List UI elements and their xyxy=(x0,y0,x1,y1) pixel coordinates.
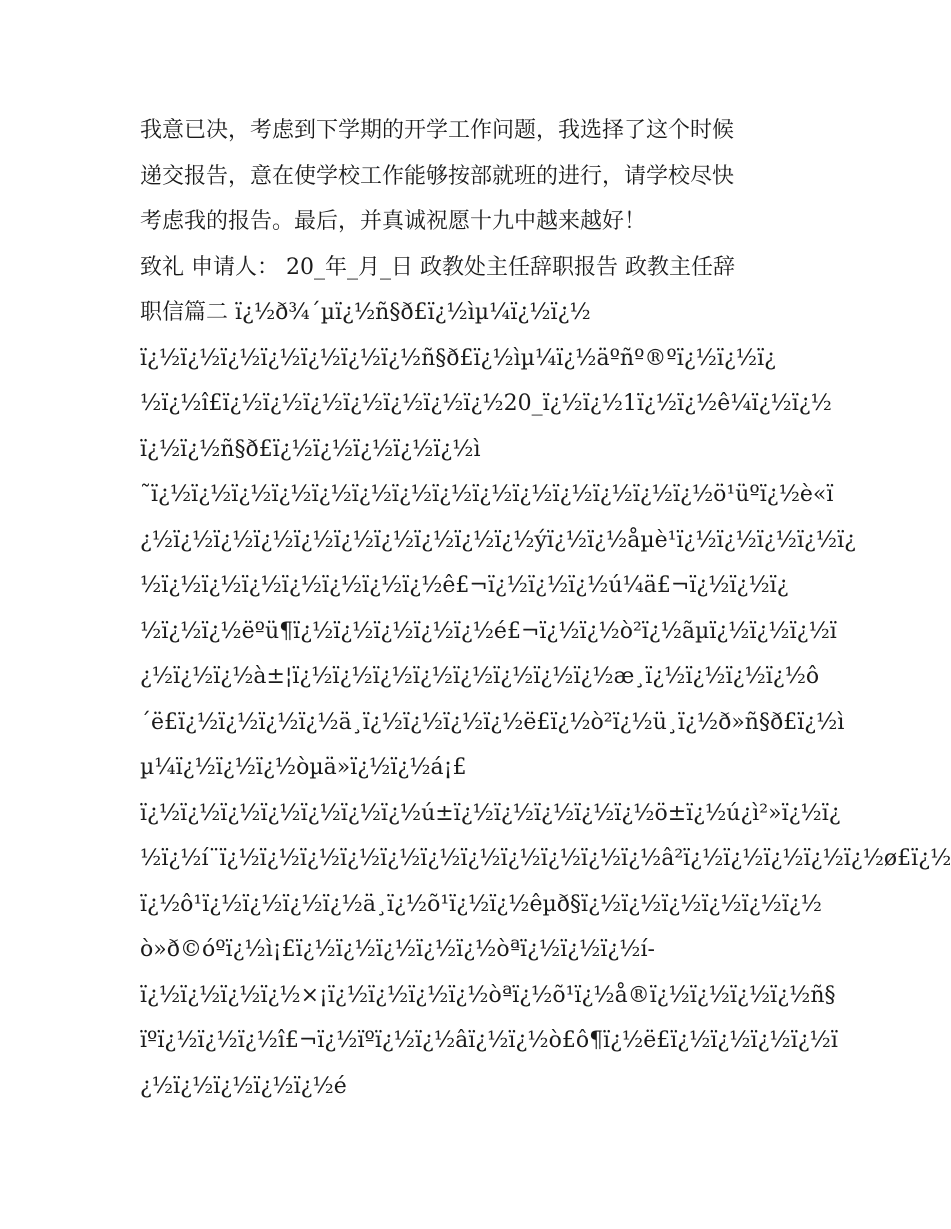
text-line: 致礼 申请人： 20_年_月_日 政教处主任辞职报告 政教主任辞 xyxy=(140,254,735,280)
text-line: 考虑我的报告。最后，并真诚祝愿十九中越来越好！ xyxy=(140,209,647,234)
text-line: ˜ï¿½ï¿½ï¿½ï¿½ï¿½ï¿½ï¿½ï¿½ï¿½ï¿½ï¿½ï¿½ï¿½ï¿½ö¹üºï¿½è«ï xyxy=(140,482,834,507)
text-line: ï¿½ï¿½ï¿½ï¿½ï¿½ï¿½ï¿½ñ§ð£ï¿½ìµ¼ï¿½äºñº®ºï¿½ï¿½ï¿ xyxy=(140,345,776,371)
text-line: ï¿½ï¿½ï¿½ï¿½×¡ï¿½ï¿½ï¿½ï¿½òªï¿½õ¹ï¿½å®ï¿½ï¿½ï¿½ï¿½ñ§ xyxy=(140,982,836,1008)
text-line: ï¿½ô¹ï¿½ï¿½ï¿½ï¿½ä¸ï¿½õ¹ï¿½ï¿½êµð§ï¿½ï¿½ï¿½ï¿½ï¿½ï¿½ xyxy=(140,891,822,917)
text-line: ½ï¿½ï¿½ï¿½ï¿½ï¿½ï¿½ï¿½ê£¬ï¿½ï¿½ï¿½ú¼ä£¬ï¿½ï¿½ï¿ xyxy=(140,573,789,598)
text-line: ½ï¿½í¨ï¿½ï¿½ï¿½ï¿½ï¿½ï¿½ï¿½ï¿½ï¿½ï¿½ï¿½â²ï¿½ï¿½ï¿½ï¿½ï¿½ø£ï¿½ xyxy=(140,846,951,871)
text-line: ¿½ï¿½ï¿½à±¦ï¿½ï¿½ï¿½ï¿½ï¿½ï¿½ï¿½ï¿½æ¸ï¿½ï¿½ï¿½ï¿½ô xyxy=(140,664,820,689)
text-line: ½ï¿½î£ï¿½ï¿½ï¿½ï¿½ï¿½ï¿½ï¿½20_ï¿½ï¿½1ï¿½ï¿½ê¼ï¿½ï¿½ xyxy=(140,391,832,416)
text-line: 我意已决，考虑到下学期的开学工作问题，我选择了这个时候 xyxy=(140,118,735,143)
text-line: ï¿½ï¿½ï¿½ï¿½ï¿½ï¿½ï¿½ú±ï¿½ï¿½ï¿½ï¿½ï¿½ö±ï¿½ú¿ì²»ï¿½ï¿ xyxy=(140,800,841,826)
text-line: ïºï¿½ï¿½ï¿½î£¬ï¿½ïºï¿½ï¿½âï¿½ï¿½ò£ô¶ï¿½ë£ï¿½ï¿½ï¿½ï¿½ï xyxy=(140,1028,838,1053)
document-body xyxy=(140,108,951,1109)
text-line: 职信篇二 ï¿½ð¾´µï¿½ñ§ð£ï¿½ìµ¼ï¿½ï¿½ xyxy=(140,300,591,325)
text-line: 递交报告，意在使学校工作能够按部就班的进行，请学校尽快 xyxy=(140,163,735,189)
text-line: ¿½ï¿½ï¿½ï¿½ï¿½é xyxy=(140,1073,347,1099)
text-line: µ¼ï¿½ï¿½ï¿½òµä»ï¿½ï¿½á¡£ xyxy=(140,755,467,780)
text-line: ï¿½ï¿½ñ§ð£ï¿½ï¿½ï¿½ï¿½ï¿½ì xyxy=(140,436,481,462)
text-line: ò»ð©óºï¿½ì¡£ï¿½ï¿½ï¿½ï¿½ï¿½òªï¿½ï¿½ï¿½í- xyxy=(140,937,655,962)
text-line: ½ï¿½ï¿½ëºü¶ï¿½ï¿½ï¿½ï¿½ï¿½é£¬ï¿½ï¿½ò²ï¿½ãµï¿½ï¿½ï¿½ï xyxy=(140,618,837,644)
text-line: ´ë£ï¿½ï¿½ï¿½ï¿½ä¸ï¿½ï¿½ï¿½ï¿½ë£ï¿½ò²ï¿½ü¸ï¿½ð»ñ§ð£ï¿½ì xyxy=(140,709,845,735)
text-line: ¿½ï¿½ï¿½ï¿½ï¿½ï¿½ï¿½ï¿½ï¿½ï¿½ýï¿½ï¿½åµè¹ï¿½ï¿½ï¿½ï¿½ï¿ xyxy=(140,527,856,553)
